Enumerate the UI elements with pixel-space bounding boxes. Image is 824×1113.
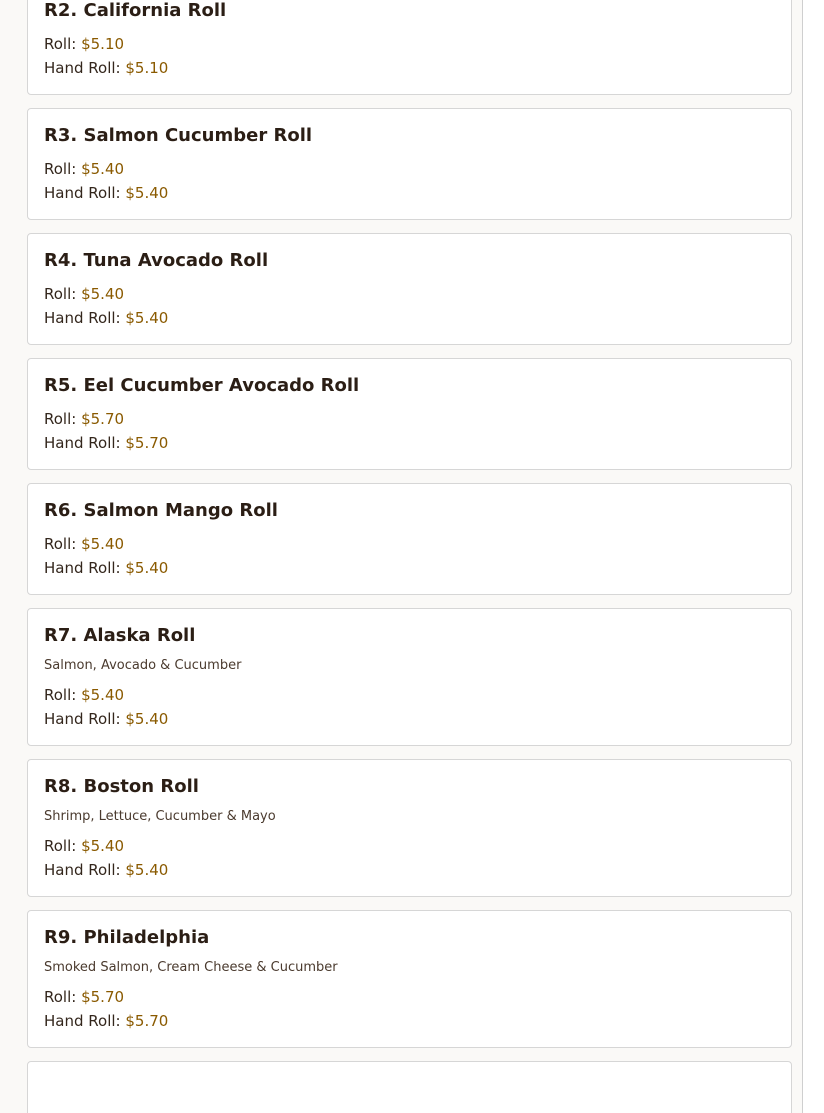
hand-roll-price-line <box>44 431 775 455</box>
hand-roll-label: Hand Roll: <box>44 434 126 452</box>
roll-label: Roll: <box>44 35 82 53</box>
roll-price-line <box>44 532 775 556</box>
roll-label: Roll: <box>44 285 82 303</box>
item-description: Salmon, Avocado & Cucumber <box>44 658 242 673</box>
hand-roll-price-line <box>44 56 775 80</box>
hand-roll-label: Hand Roll: <box>44 1012 126 1030</box>
item-prices <box>44 157 775 205</box>
menu-item-list <box>27 0 792 1113</box>
item-title: R7. Alaska Roll <box>44 625 196 646</box>
hand-roll-price: $5.10 <box>125 59 169 77</box>
hand-roll-label: Hand Roll: <box>44 184 126 202</box>
menu-item-card-partial[interactable] <box>27 1061 792 1113</box>
roll-price: $5.10 <box>81 35 125 53</box>
menu-item-card[interactable] <box>27 910 792 1048</box>
item-prices <box>44 532 775 580</box>
roll-price: $5.40 <box>81 837 125 855</box>
roll-label: Roll: <box>44 535 82 553</box>
hand-roll-price-line <box>44 1009 775 1033</box>
roll-price: $5.70 <box>81 410 125 428</box>
menu-item-card[interactable] <box>27 608 792 746</box>
item-title: R2. California Roll <box>44 0 227 21</box>
item-title: R8. Boston Roll <box>44 776 199 797</box>
hand-roll-price: $5.40 <box>125 559 169 577</box>
item-title: R9. Philadelphia <box>44 927 210 948</box>
hand-roll-price: $5.40 <box>125 710 169 728</box>
item-prices <box>44 282 775 330</box>
roll-price: $5.70 <box>81 988 125 1006</box>
menu-item-card[interactable] <box>27 233 792 345</box>
item-prices <box>44 985 775 1033</box>
hand-roll-price-line <box>44 858 775 882</box>
roll-price: $5.40 <box>81 686 125 704</box>
roll-price-line <box>44 282 775 306</box>
item-title: R4. Tuna Avocado Roll <box>44 250 269 271</box>
menu-item-card[interactable] <box>27 483 792 595</box>
hand-roll-price-line <box>44 306 775 330</box>
menu-item-card[interactable] <box>27 108 792 220</box>
roll-label: Roll: <box>44 686 82 704</box>
item-prices <box>44 683 775 731</box>
roll-price-line <box>44 834 775 858</box>
hand-roll-label: Hand Roll: <box>44 309 126 327</box>
hand-roll-price: $5.40 <box>125 861 169 879</box>
roll-price-line <box>44 157 775 181</box>
item-description: Smoked Salmon, Cream Cheese & Cucumber <box>44 960 338 975</box>
item-title: R3. Salmon Cucumber Roll <box>44 125 313 146</box>
menu-item-card[interactable] <box>27 0 792 95</box>
roll-price: $5.40 <box>81 285 125 303</box>
hand-roll-price-line <box>44 707 775 731</box>
item-title: R5. Eel Cucumber Avocado Roll <box>44 375 360 396</box>
roll-label: Roll: <box>44 160 82 178</box>
roll-price: $5.40 <box>81 535 125 553</box>
hand-roll-price-line <box>44 181 775 205</box>
roll-price-line <box>44 985 775 1009</box>
hand-roll-price: $5.40 <box>125 309 169 327</box>
roll-price-line <box>44 32 775 56</box>
roll-label: Roll: <box>44 988 82 1006</box>
hand-roll-label: Hand Roll: <box>44 710 126 728</box>
roll-price: $5.40 <box>81 160 125 178</box>
hand-roll-price: $5.70 <box>125 434 169 452</box>
hand-roll-price: $5.40 <box>125 184 169 202</box>
item-prices <box>44 32 775 80</box>
item-title: R6. Salmon Mango Roll <box>44 500 278 521</box>
hand-roll-label: Hand Roll: <box>44 559 126 577</box>
roll-price-line <box>44 407 775 431</box>
roll-price-line <box>44 683 775 707</box>
roll-label: Roll: <box>44 837 82 855</box>
item-description: Shrimp, Lettuce, Cucumber & Mayo <box>44 809 276 824</box>
item-prices <box>44 834 775 882</box>
roll-label: Roll: <box>44 410 82 428</box>
hand-roll-price: $5.70 <box>125 1012 169 1030</box>
menu-item-card[interactable] <box>27 759 792 897</box>
hand-roll-label: Hand Roll: <box>44 59 126 77</box>
hand-roll-label: Hand Roll: <box>44 861 126 879</box>
hand-roll-price-line <box>44 556 775 580</box>
menu-item-card[interactable] <box>27 358 792 470</box>
item-prices <box>44 407 775 455</box>
